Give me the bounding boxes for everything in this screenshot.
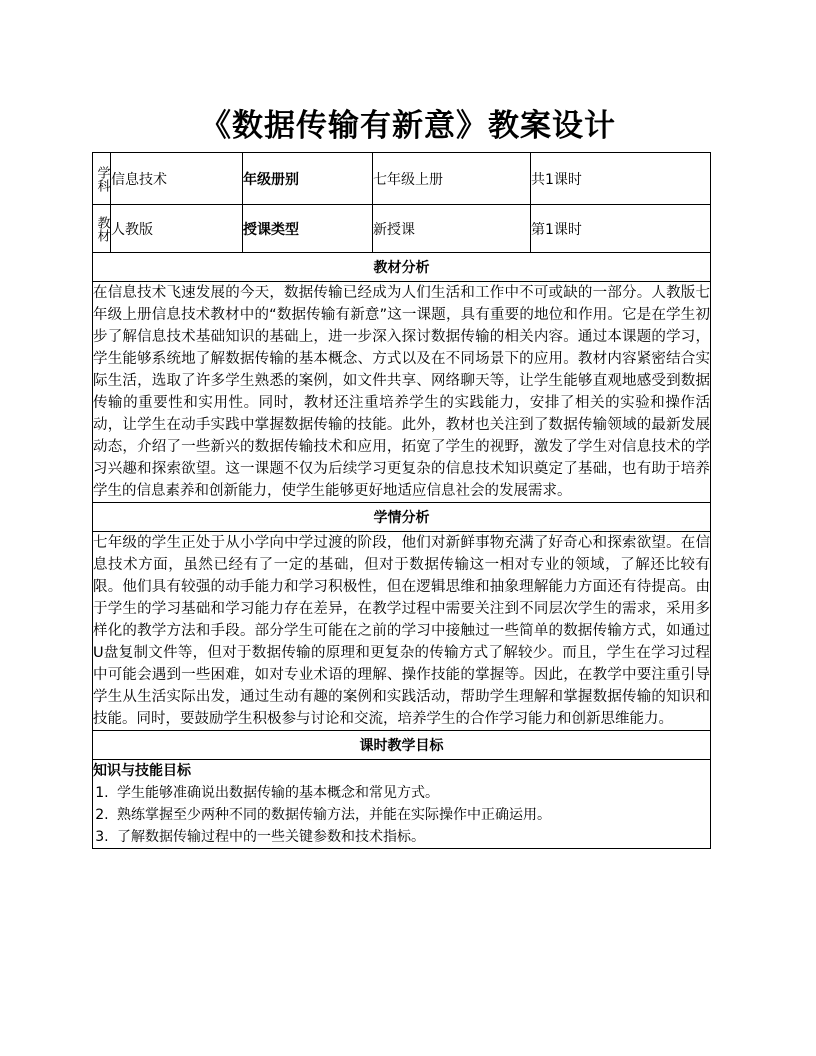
- subject-value: 信息技术: [111, 153, 243, 205]
- grade-label: 年级册别: [243, 153, 373, 205]
- student-analysis-text: 七年级的学生正处于从小学向中学过渡的阶段，他们对新鲜事物充满了好奇心和探索欲望。在信息技术方面，虽然已经有了一定的基础，但对于数据传输这一相对专业的领域，了解还比较有限。他们具有较强的动手能力和学习积极性，但在逻辑思维和抽象理解能力方面还有待提高。由于学生的学习基础和学习能力存在差异，在教学过程中需要关注到不同层次学生的需求，采用多样化的教学方法和手段。部分学生可能在之前的学习中接触过一些简单的数据传输方式，如通过U盘复制文件等，但对于数据传输的原理和更复杂的传输方式了解较少。而且，学生在学习过程中可能会遇到一些困难，如对专业术语的理解、操作技能的掌握等。因此，在教学中要注重引导学生从生活实际出发，通过生动有趣的案例和实践活动，帮助学生理解和掌握数据传输的知识和技能。同时，要鼓励学生积极参与讨论和交流，培养学生的合作学习能力和创新思维能力。: [93, 532, 711, 731]
- objectives-heading: 课时教学目标: [93, 731, 711, 760]
- textbook-analysis-heading: 教材分析: [93, 253, 711, 282]
- total-periods: 共1课时: [531, 153, 711, 205]
- lesson-type-label: 授课类型: [243, 205, 373, 253]
- lesson-plan-table: [92, 152, 711, 849]
- info-row: [93, 205, 711, 253]
- list-item: 3. 了解数据传输过程中的一些关键参数和技术指标。: [113, 826, 710, 848]
- student-analysis-heading: 学情分析: [93, 503, 711, 532]
- period-number: 第1课时: [531, 205, 711, 253]
- textbook-analysis-text: 在信息技术飞速发展的今天，数据传输已经成为人们生活和工作中不可或缺的一部分。人教版七年级上册信息技术教材中的“数据传输有新意”这一课题，具有重要的地位和作用。它是在学生初步了解信息技术基础知识的基础上，进一步深入探讨数据传输的相关内容。通过本课题的学习，学生能够系统地了解数据传输的基本概念、方式以及在不同场景下的应用。教材内容紧密结合实际生活，选取了许多学生熟悉的案例，如文件共享、网络聊天等，让学生能够直观地感受到数据传输的重要性和实用性。同时，教材还注重培养学生的实践能力，安排了相关的实验和操作活动，让学生在动手实践中掌握数据传输的技能。此外，教材也关注到了数据传输领域的最新发展动态，介绍了一些新兴的数据传输技术和应用，拓宽了学生的视野，激发了学生对信息技术的学习兴趣和探索欲望。这一课题不仅为后续学习更复杂的信息技术知识奠定了基础，也有助于培养学生的信息素养和创新能力，使学生能够更好地适应信息社会的发展需求。: [93, 282, 711, 503]
- info-row: [93, 153, 711, 205]
- objectives-list: [93, 782, 710, 848]
- grade-value: 七年级上册: [373, 153, 531, 205]
- page-title: 《数据传输有新意》教案设计: [200, 108, 616, 144]
- list-item: 1. 学生能够准确说出数据传输的基本概念和常见方式。: [113, 782, 710, 804]
- lesson-type-value: 新授课: [373, 205, 531, 253]
- list-item: 2. 熟练掌握至少两种不同的数据传输方法，并能在实际操作中正确运用。: [113, 804, 710, 826]
- subject-side-label: 学科: [93, 153, 111, 205]
- objectives-cell: [93, 760, 711, 849]
- textbook-side-label: 教材: [93, 205, 111, 253]
- knowledge-skills-subheading: 知识与技能目标: [93, 763, 191, 779]
- textbook-value: 人教版: [111, 205, 243, 253]
